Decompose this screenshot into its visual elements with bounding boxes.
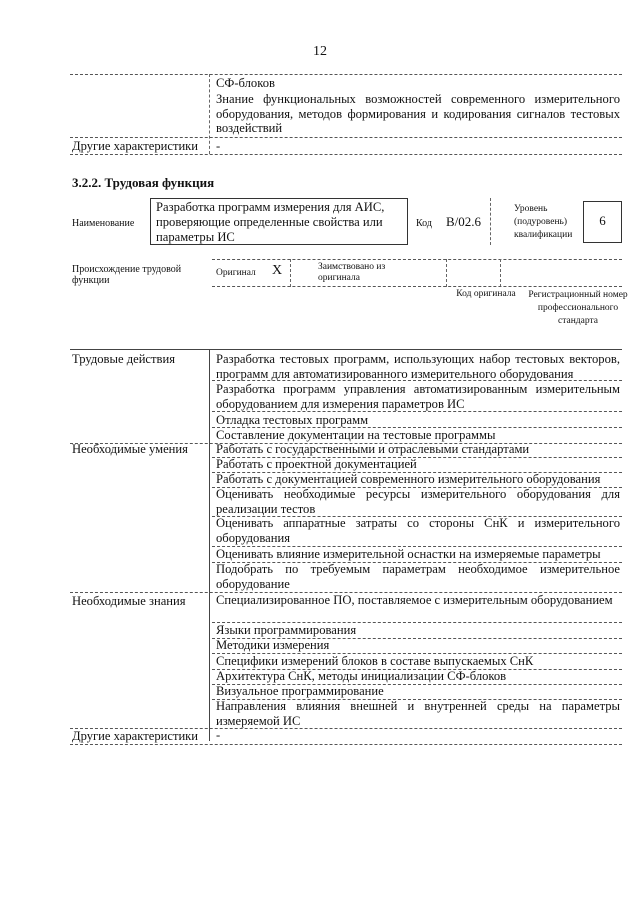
list-item: Архитектура СнК, методы инициализации СФ-блоков: [216, 669, 507, 683]
list-item: Направления влияния внешней и внутренней среды на параметры измеряемой ИС: [216, 699, 620, 728]
list-item: Оценивать аппаратные затраты со стороны СнК и измерительного оборудования: [216, 516, 620, 545]
name-label: Наименование: [72, 218, 135, 229]
row-label-skills: Необходимые умения: [72, 442, 188, 456]
original-mark: X: [272, 263, 283, 278]
borrowed-label: Заимствовано из оригинала: [318, 262, 386, 283]
list-item: Оценивать влияние измерительной оснастки на измеряемые параметры: [216, 547, 601, 561]
list-item: Оценивать необходимые ресурсы измерительного оборудования для реализации тестов: [216, 487, 620, 516]
origin-label: Происхождение трудовой функции: [72, 264, 182, 286]
page-number: 12: [313, 44, 327, 59]
list-item: Работать с государственными и отраслевыми стандартами: [216, 442, 530, 456]
list-item: Языки программирования: [216, 623, 357, 637]
list-item: Подобрать по требуемым параметрам необходимое измерительное оборудование: [216, 562, 620, 591]
original-label: Оригинал: [216, 268, 256, 278]
list-item: Отладка тестовых программ: [216, 413, 369, 427]
other-value: -: [216, 728, 221, 742]
code-label: Код: [416, 218, 432, 229]
level-label: Уровень (подуровень) квалификации: [514, 204, 573, 240]
list-item: Составление документации на тестовые программы: [216, 428, 496, 442]
level-value: 6: [599, 213, 606, 228]
function-name: Разработка программ измерения для АИС, проверяющие определенные свойства или параметры ИС: [156, 200, 385, 244]
code-original-label: Код оригинала: [456, 289, 516, 299]
continued-item-1: СФ-блоков: [216, 76, 275, 90]
row-label-knowledge: Необходимые знания: [72, 594, 186, 608]
list-item: Работать с проектной документацией: [216, 457, 417, 471]
row-label-other: Другие характеристики: [72, 729, 199, 743]
list-item: Разработка тестовых программ, использующих набор тестовых векторов, программ для автоматизированного измерительного оборудования: [216, 352, 620, 381]
continued-item-2: Знание функциональных возможностей современного измерительного оборудования, методов формирования и кодирования сигналов тестовых воздействий: [216, 92, 620, 136]
list-item: Методики измерения: [216, 638, 330, 652]
reg-number-label: Регистрационный номер профессионального стандарта: [528, 290, 628, 326]
table-top-rule: [70, 349, 622, 350]
list-item: Разработка программ управления автоматизированным измерительным оборудованием для измерения параметров ИС: [216, 382, 620, 411]
list-item: Работать с документацией современного измерительного оборудования: [216, 472, 601, 486]
code-value: B/02.6: [446, 214, 482, 229]
other-characteristics-label-top: Другие характеристики: [72, 139, 199, 153]
section-title: 3.2.2. Трудовая функция: [72, 175, 215, 190]
row-label-labor-actions: Трудовые действия: [72, 352, 176, 366]
list-item: Специфики измерений блоков в составе выпускаемых СнК: [216, 654, 534, 668]
list-item: Специализированное ПО, поставляемое с измерительным оборудованием: [216, 593, 613, 607]
list-item: Визуальное программирование: [216, 684, 384, 698]
other-characteristics-value-top: -: [216, 139, 221, 153]
